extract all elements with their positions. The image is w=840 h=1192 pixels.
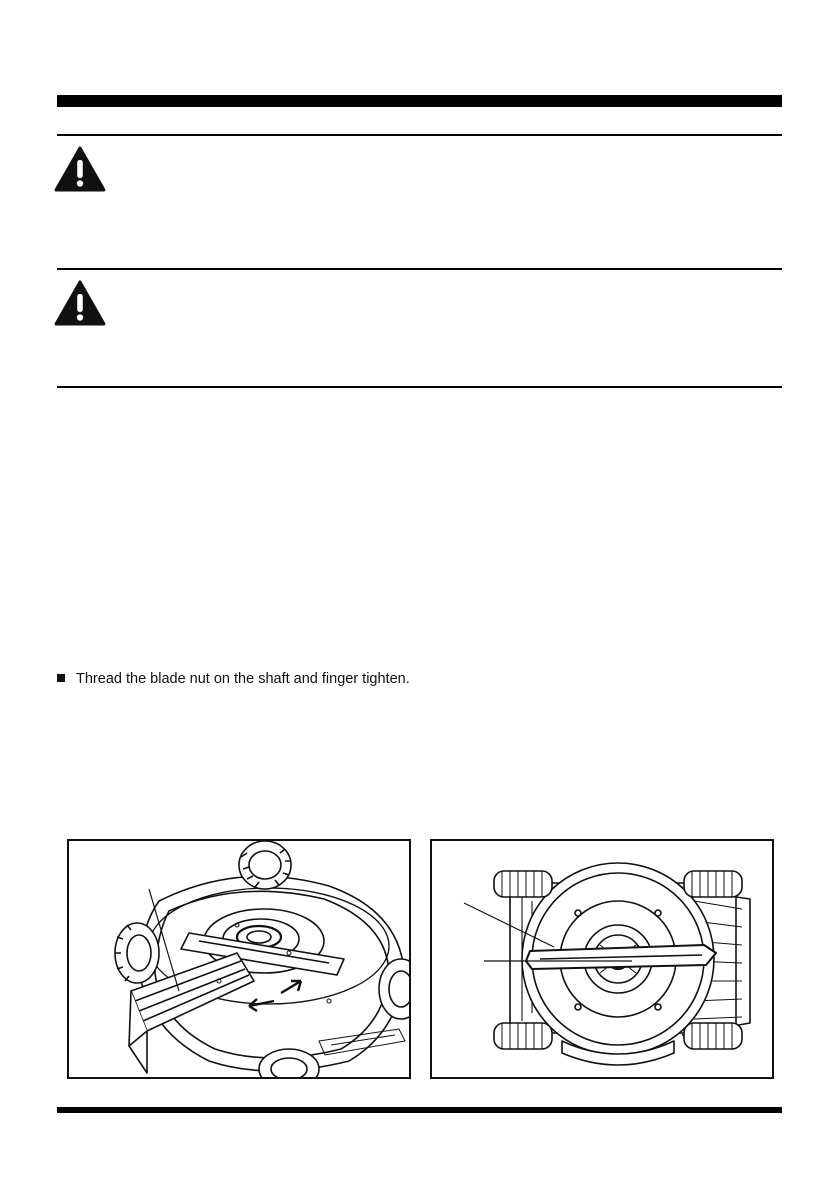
wheel-top-right — [239, 841, 291, 889]
instruction-text: Thread the blade nut on the shaft and finger tighten. — [76, 671, 410, 687]
footer-bar — [57, 1107, 782, 1113]
lawn-mower-underside-angled-icon — [69, 841, 409, 1077]
warning-divider-rule — [57, 268, 782, 270]
instruction-bullet — [57, 670, 410, 688]
bullet-square — [57, 674, 65, 682]
blade-installed-figure — [430, 839, 774, 1079]
wheel-bottom-right — [684, 1023, 742, 1049]
warning-top-rule — [57, 134, 782, 136]
wheel-top-right — [684, 871, 742, 897]
lawn-mower-underside-top-icon — [432, 841, 772, 1077]
wheel-top-left — [494, 871, 552, 897]
wheel-bottom-left — [494, 1023, 552, 1049]
wheel-left — [115, 923, 159, 983]
blade-removal-figure — [67, 839, 411, 1079]
warning-triangle-icon — [54, 280, 106, 326]
warning-bottom-rule — [57, 386, 782, 388]
warning-triangle-icon — [54, 146, 106, 192]
header-bar — [57, 95, 782, 107]
